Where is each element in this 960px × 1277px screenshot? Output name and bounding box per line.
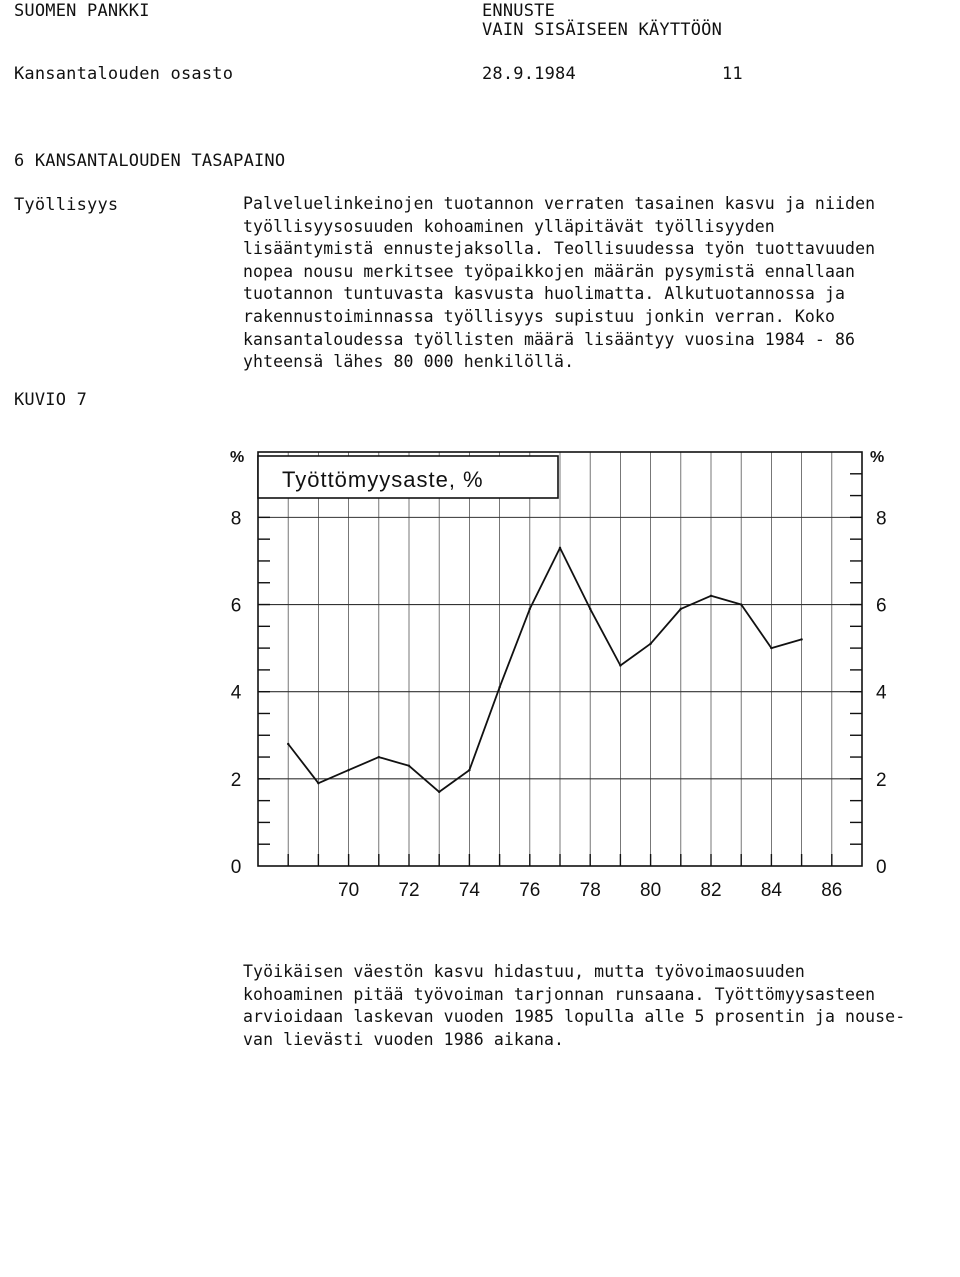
x-tick-label-72: 72 (398, 880, 420, 901)
x-tick-label-84: 84 (760, 880, 782, 901)
data-point-1973 (438, 791, 440, 793)
y-tick-label-right-2: 2 (876, 769, 887, 791)
chart-grid (258, 452, 862, 866)
x-tick-label-74: 74 (458, 880, 480, 901)
data-point-1980 (649, 643, 651, 645)
data-point-1974 (468, 769, 470, 771)
y-unit-right: % (870, 449, 885, 466)
chart-title-box (258, 456, 558, 498)
x-tick-label-86: 86 (821, 880, 843, 901)
data-point-1982 (710, 595, 712, 597)
data-point-1969 (317, 782, 319, 784)
confidential-note: VAIN SISÄISEEN KÄYTTÖÖN (482, 20, 723, 40)
data-point-1978 (589, 608, 591, 610)
doc-type: ENNUSTE (482, 1, 556, 21)
paragraph-labour-supply: Työikäisen väestön kasvu hidastuu, mutta työvoimaosuuden kohoaminen pitää työvoiman tarjonnan runsaana. Työttömyysasteen arvioidaan laskevan vuoden 1985 lopulla alle 5 prosentin ja nouse- van lievästi vuoden 1986 aikana. (243, 962, 906, 1049)
section-heading: 6 KANSANTALOUDEN TASAPAINO (14, 151, 286, 171)
y-tick-label-right-8: 8 (876, 508, 887, 530)
data-point-1981 (680, 608, 682, 610)
data-point-1971 (378, 756, 380, 758)
x-tick-label-82: 82 (700, 880, 722, 901)
data-point-1976 (529, 608, 531, 610)
data-point-1968 (287, 743, 289, 745)
y-tick-label-left-8: 8 (230, 508, 242, 530)
data-point-1983 (740, 603, 742, 605)
y-tick-label-right-4: 4 (876, 682, 887, 704)
department: Kansantalouden osasto (14, 64, 234, 84)
series-line-unemployment (288, 548, 801, 792)
y-tick-label-right-6: 6 (876, 595, 887, 617)
document-date: 28.9.1984 (482, 64, 576, 84)
y-tick-label-left-0: 0 (230, 857, 242, 878)
y-tick-label-left-6: 6 (230, 595, 242, 617)
data-point-1979 (619, 664, 621, 666)
y-tick-label-left-4: 4 (230, 682, 242, 704)
x-tick-label-76: 76 (519, 880, 541, 901)
page-number: 11 (722, 64, 743, 84)
side-label: Työllisyys (14, 195, 119, 215)
x-tick-label-80: 80 (640, 880, 662, 901)
org-name: SUOMEN PANKKI (14, 1, 150, 21)
y-tick-label-right-0: 0 (876, 857, 887, 878)
paragraph-employment: Palveluelinkeinojen tuotannon verraten tasainen kasvu ja niiden työllisyysosuuden kohoaminen ylläpitävät työllisyyden lisääntymistä ennustejaksolla. Teollisuudessa työn tuottavuuden nopea nousu merkitsee työpaikkojen määrän pysymistä ennallaan tuotannon tuntuvasta kasvusta huolimatta. Alkutuotannossa ja rakennustoiminnassa työllisyys supistuu jonkin verran. Koko kansantaloudessa työllisten määrä lisääntyy vuosina 1984 - 86 yhteensä lähes 80 000 henkilöllä. (243, 194, 876, 372)
y-tick-label-left-2: 2 (230, 769, 242, 791)
data-point-1970 (347, 769, 349, 771)
x-tick-label-70: 70 (338, 880, 360, 901)
chart-title: Työttömyysaste, % (282, 467, 484, 492)
data-point-1975 (498, 686, 500, 688)
figure-label: KUVIO 7 (14, 390, 88, 410)
data-point-1984 (770, 647, 772, 649)
data-point-1985 (800, 638, 802, 640)
data-point-1977 (559, 547, 561, 549)
unemployment-chart (210, 430, 900, 910)
y-unit-left: % (230, 449, 245, 466)
x-tick-label-78: 78 (579, 880, 601, 901)
data-point-1972 (408, 765, 410, 767)
chart-tick-labels (231, 508, 887, 901)
